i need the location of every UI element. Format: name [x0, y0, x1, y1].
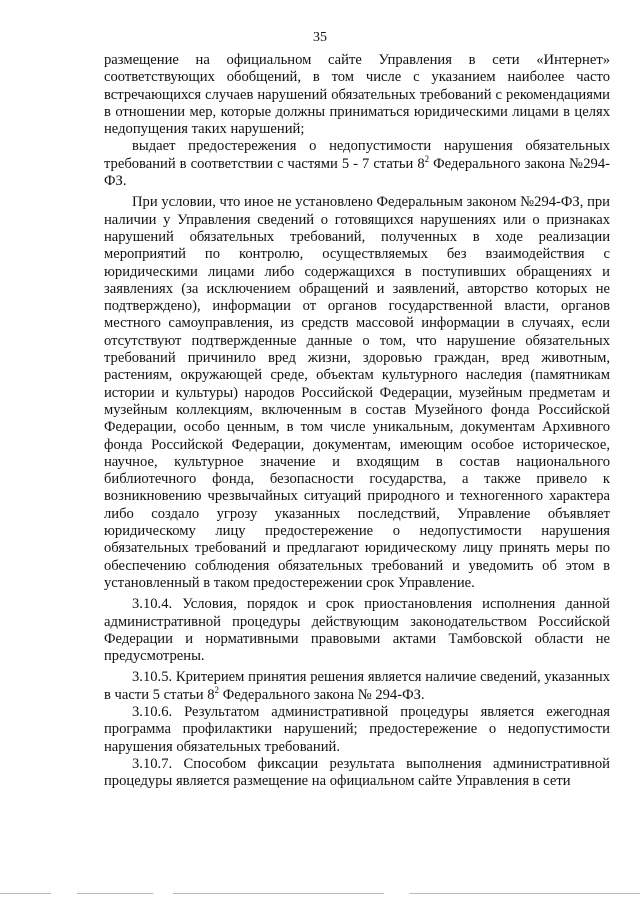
- paragraph-issue-warnings: [104, 138, 610, 190]
- page-number: 35: [313, 30, 327, 45]
- paragraph-publication-summary: размещение на официальном сайте Управления в сети «Интернет» соответствующих обобщений, в том числе с указанием наиболее часто встречающихся случаев нарушений обязательных требований с рекомендациями в отношении мер, которые должны приниматься юридическими лицами в целях недопущения таких нарушений;: [104, 52, 610, 138]
- paragraph-text: выдает предостережения о недопустимости нарушения обязательных требований в соответствии с частями 5 - 7 статьи 8: [104, 138, 610, 172]
- scan-edge-line: [0, 893, 640, 894]
- superscript: 2: [214, 684, 220, 695]
- paragraph-warning-conditions: При условии, что иное не установлено Федеральным законом №294-ФЗ, при наличии у Управления сведений о готовящихся нарушениях или о признаках нарушений обязательных требований, полученных в ходе реализации мероприятий по контролю, осуществляемых без взаимодействия с юридическими лицами либо содержащихся в поступивших обращениях и заявлениях (за исключением обращений и заявлений, авторство которых не подтверждено), информации от органов государственной власти, органов местного самоуправления, из средств массовой информации в случаях, если отсутствуют подтвержденные данные о том, что нарушение обязательных требований причинило вред жизни, здоровью граждан, вред животным, растениям, окружающей среде, объектам культурного наследия (памятникам истории и культуры) народов Российской Федерации, музейным предметам и музейным коллекциям, включенным в состав Музейного фонда Российской Федерации, особо ценным, в том числе уникальным, документам Архивного фонда Российской Федерации, документам, имеющим особое историческое, научное, культурное значение и входящим в состав национального библиотечного фонда, безопасности государства, а также привело к возникновению чрезвычайных ситуаций природного и техногенного характера либо создало угрозу указанных последствий, Управление объявляет юридическому лицу предостережение о недопустимости нарушения обязательных требований и предлагают юридическому лицу принять меры по обеспечению соблюдения обязательных требований и уведомить об этом в установленный в таком предостережении срок Управление.: [104, 194, 610, 591]
- paragraph-3-10-5: [104, 669, 610, 704]
- paragraph-text: 3.10.5. Критерием принятия решения является наличие сведений, указанных в части 5 статьи 8: [104, 669, 610, 703]
- paragraph-3-10-4: 3.10.4. Условия, порядок и срок приостановления исполнения данной административной процедуры действующим законодательством Российской Федерации и нормативными правовыми актами Тамбовской области не предусмотрены.: [104, 596, 610, 665]
- document-body: [104, 52, 610, 790]
- paragraph-text: Федерального закона №294-ФЗ.: [104, 155, 610, 190]
- paragraph-3-10-7: 3.10.7. Способом фиксации результата выполнения административной процедуры является размещение на официальном сайте Управления в сети: [104, 755, 610, 790]
- paragraph-text: Федерального закона № 294-ФЗ.: [219, 686, 425, 703]
- superscript: 2: [424, 153, 430, 164]
- paragraph-3-10-6: 3.10.6. Результатом административной процедуры является ежегодная программа профилактики нарушений; предостережение о недопустимости нарушения обязательных требований.: [104, 703, 610, 755]
